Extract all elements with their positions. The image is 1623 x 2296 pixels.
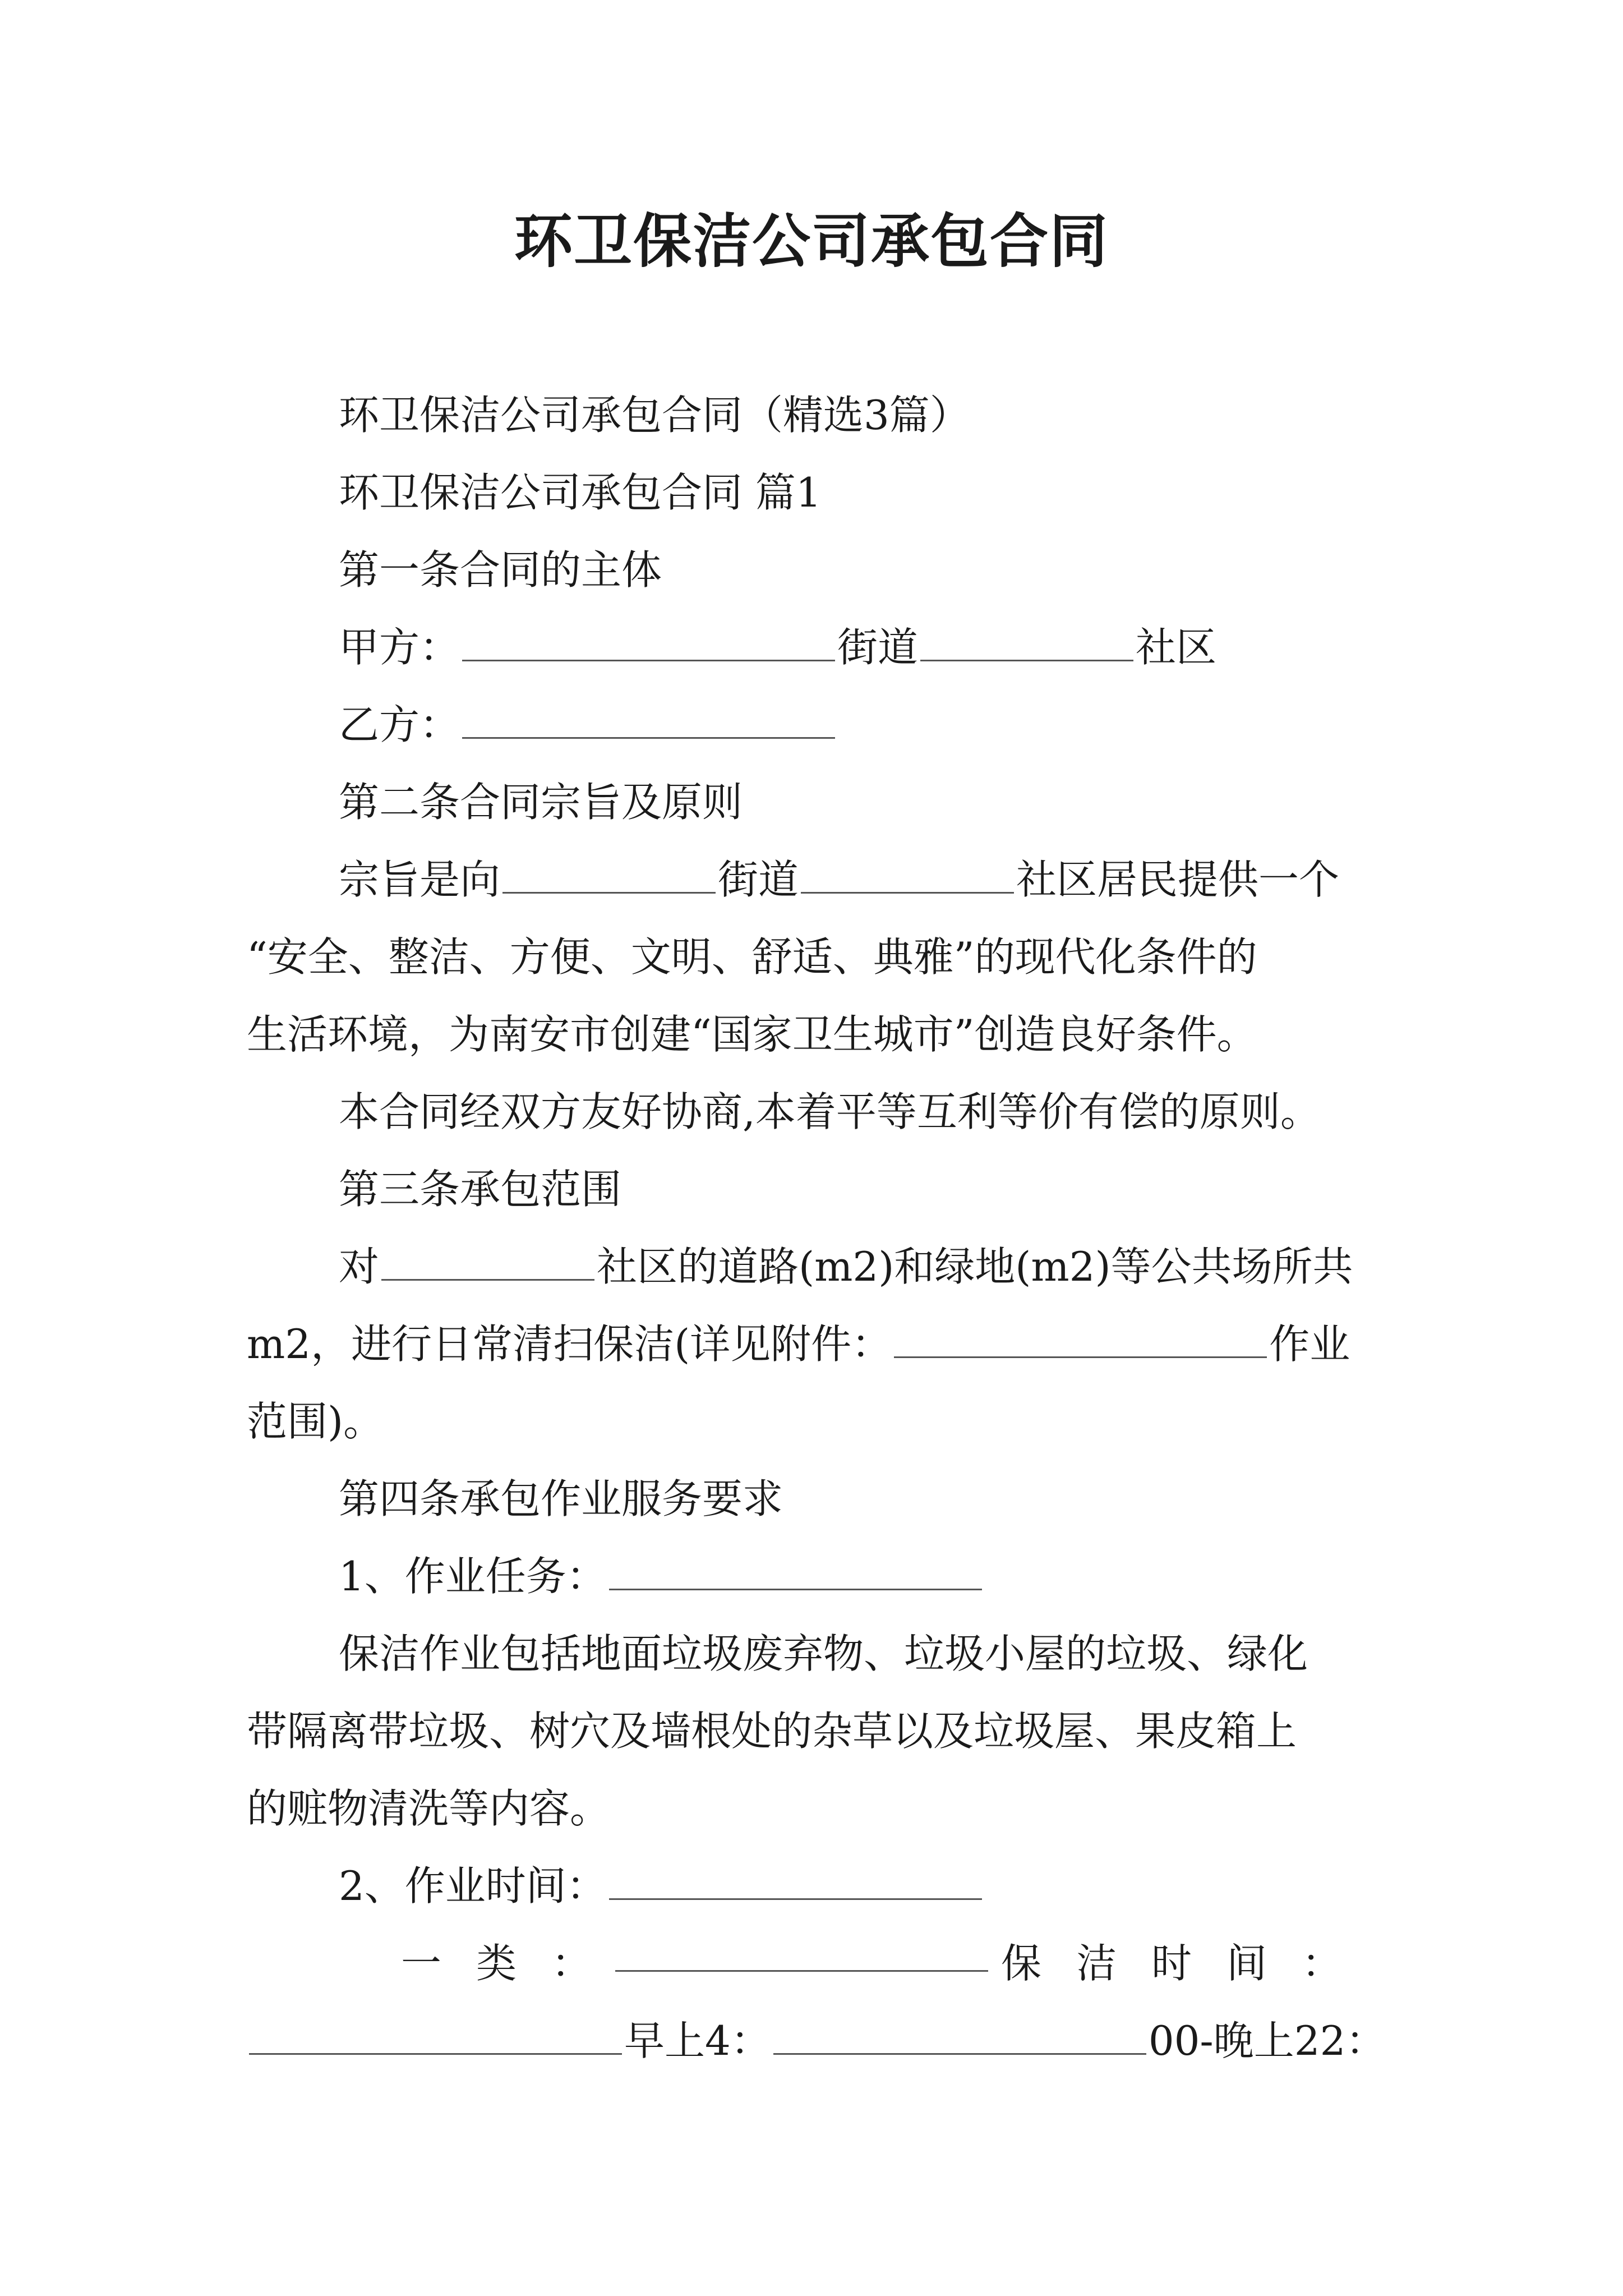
section-heading-4: 第四条承包作业服务要求 <box>339 1475 783 1522</box>
community-label: 社区 <box>1136 624 1217 671</box>
scope-blank-1 <box>381 1244 594 1281</box>
purpose-blank-1 <box>502 857 716 894</box>
task-desc-2: 带隔离带垃圾、树穴及墙根处的杂草以及垃圾屋、果皮箱上 <box>247 1708 1297 1755</box>
purpose-blank-2 <box>801 857 1014 894</box>
hours-text-b: 00-晚上22： <box>1148 2017 1386 2064</box>
purpose-line-2: “安全、整洁、方便、文明、舒适、典雅”的现代化条件的 <box>247 933 1257 981</box>
street-label: 街道 <box>837 624 919 671</box>
hours-blank-1 <box>249 2018 622 2055</box>
party-b-line <box>339 697 837 753</box>
party-a-blank <box>462 625 835 661</box>
time-line <box>339 1858 984 1914</box>
scope-text-c: m2，进行日常清扫保洁(详见附件： <box>247 1320 892 1368</box>
scope-line-2 <box>247 1316 1350 1372</box>
purpose-text-b: 街道 <box>718 856 799 903</box>
task-label: 1、作业任务： <box>339 1553 607 1600</box>
party-a-line <box>339 619 1216 675</box>
scope-text-b: 社区的道路(m2)和绿地(m2)等公共场所共 <box>597 1243 1353 1290</box>
section-heading-1: 第一条合同的主体 <box>339 546 662 593</box>
class-one-line <box>401 1935 1377 1991</box>
cleaning-time-label: 保洁时间： <box>1000 1940 1377 1987</box>
task-desc-1: 保洁作业包括地面垃圾废弃物、垃圾小屋的垃圾、绿化 <box>339 1630 1308 1677</box>
section-heading-3: 第三条承包范围 <box>339 1166 622 1213</box>
time-label: 2、作业时间： <box>339 1862 607 1910</box>
street-blank <box>920 625 1133 661</box>
scope-text-a: 对 <box>339 1243 380 1290</box>
task-line <box>339 1548 984 1604</box>
hours-blank-2 <box>773 2018 1146 2055</box>
purpose-text-c: 社区居民提供一个 <box>1016 856 1340 903</box>
purpose-line-3: 生活环境，为南安市创建“国家卫生城市”创造良好条件。 <box>247 1011 1257 1058</box>
principle-line: 本合同经双方友好协商,本着平等互利等价有偿的原则。 <box>339 1088 1321 1135</box>
purpose-text-a: 宗旨是向 <box>339 856 501 903</box>
paragraph-article-heading: 环卫保洁公司承包合同 篇1 <box>339 469 822 516</box>
section-heading-2: 第二条合同宗旨及原则 <box>339 779 743 826</box>
hours-text-a: 早上4： <box>624 2017 771 2064</box>
scope-blank-2 <box>894 1322 1267 1358</box>
task-desc-3: 的赃物清洗等内容。 <box>247 1785 611 1832</box>
hours-line <box>247 2013 1386 2069</box>
scope-line-3: 范围)。 <box>247 1398 384 1445</box>
document-title: 环卫保洁公司承包合同 <box>514 206 1109 275</box>
class-one-blank <box>615 1935 988 1972</box>
task-blank <box>609 1554 982 1590</box>
class-one-label: 一类： <box>401 1940 627 1987</box>
party-b-label: 乙方： <box>339 701 460 748</box>
time-blank <box>609 1864 982 1900</box>
purpose-line <box>339 852 1339 908</box>
scope-text-d: 作业 <box>1269 1320 1350 1368</box>
scope-line-1 <box>339 1239 1353 1295</box>
paragraph-subtitle: 环卫保洁公司承包合同（精选3篇） <box>339 392 970 439</box>
party-b-blank <box>462 702 835 739</box>
party-a-label: 甲方： <box>339 624 460 671</box>
